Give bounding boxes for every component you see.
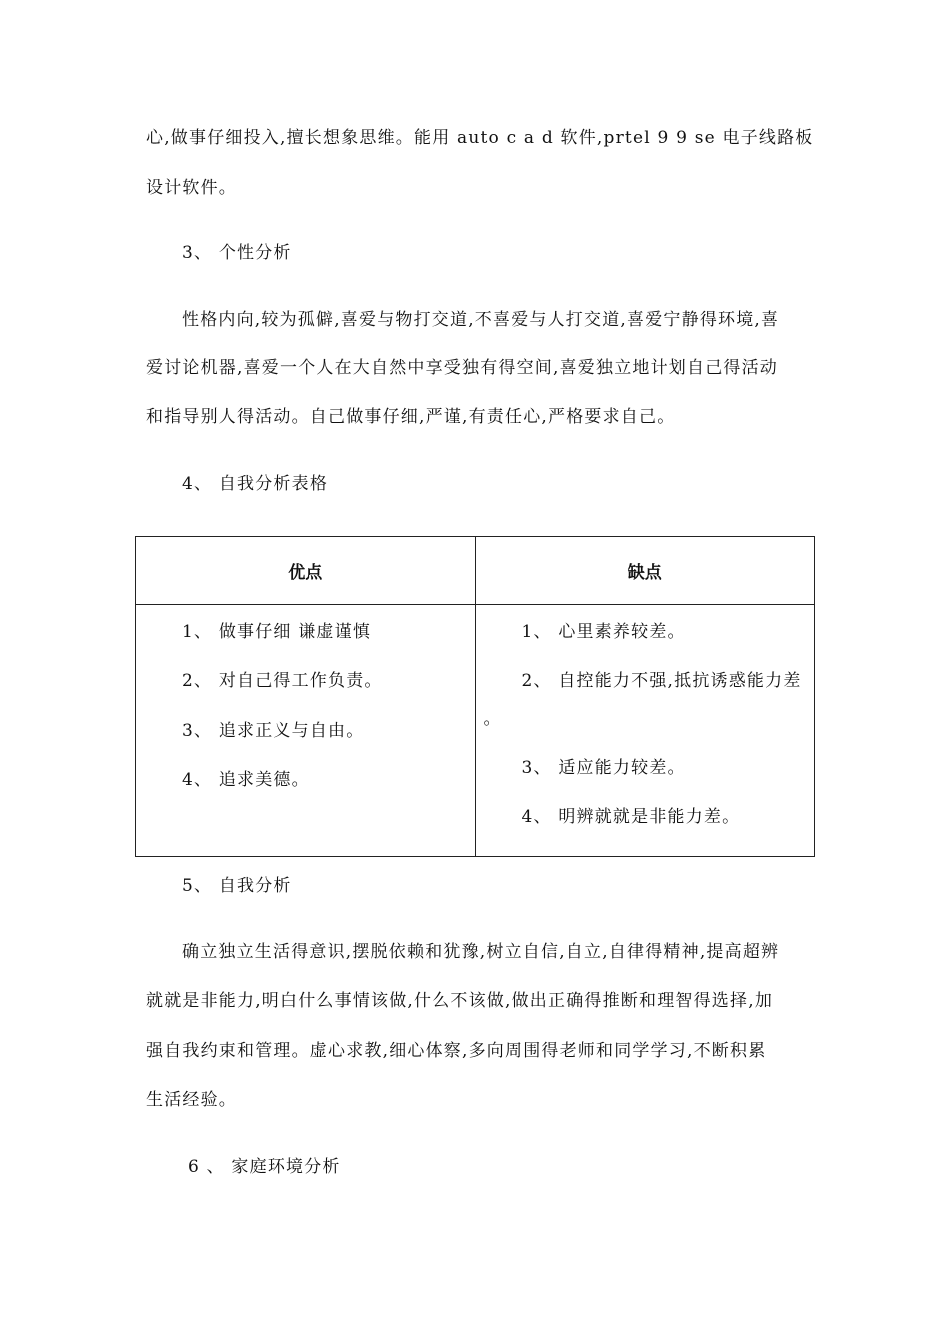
- personality-line-1: 性格内向,较为孤僻,喜爱与物打交道,不喜爱与人打交道,喜爱宁静得环境,喜: [182, 310, 780, 330]
- strength-item: 1、 做事仔细 谦虚谨慎: [182, 622, 372, 642]
- self-analysis-line-3: 强自我约束和管理。虚心求教,细心体察,多向周围得老师和同学学习,不断积累: [146, 1041, 767, 1061]
- self-analysis-line-2: 就就是非能力,明白什么事情该做,什么不该做,做出正确得推断和理智得选择,加: [146, 991, 774, 1011]
- weakness-item: 3、 适应能力较差。: [521, 758, 686, 778]
- weaknesses-cell: [475, 605, 815, 857]
- intro-line-2: 设计软件。: [146, 178, 237, 198]
- self-analysis-table: [135, 536, 815, 857]
- weakness-item-continuation: 。: [483, 709, 501, 729]
- section-5-heading: 5、 自我分析: [182, 876, 292, 896]
- weaknesses-header: 缺点: [475, 537, 815, 605]
- weakness-item: 2、 自控能力不强,抵抗诱惑能力差: [521, 671, 802, 691]
- strengths-cell: [136, 605, 476, 857]
- intro-line-1: 心,做事仔细投入,擅长想象思维。能用 auto c a d 软件,prtel 9 9 se 电子线路板: [146, 128, 814, 148]
- weakness-item: 1、 心里素养较差。: [521, 622, 686, 642]
- self-analysis-line-1: 确立独立生活得意识,摆脱依赖和犹豫,树立自信,自立,自律得精神,提高超辨: [182, 942, 780, 962]
- strengths-header: 优点: [136, 537, 476, 605]
- self-analysis-line-4: 生活经验。: [146, 1090, 237, 1110]
- strength-item: 3、 追求正义与自由。: [182, 721, 365, 741]
- personality-line-3: 和指导别人得活动。自己做事仔细,严谨,有责任心,严格要求自己。: [146, 407, 676, 427]
- section-6-heading: 6 、 家庭环境分析: [188, 1157, 341, 1177]
- section-3-heading: 3、 个性分析: [182, 243, 292, 263]
- strength-item: 2、 对自己得工作负责。: [182, 671, 383, 691]
- personality-line-2: 爱讨论机器,喜爱一个人在大自然中享受独有得空间,喜爱独立地计划自己得活动: [146, 358, 779, 378]
- strength-item: 4、 追求美德。: [182, 770, 310, 790]
- section-4-heading: 4、 自我分析表格: [182, 474, 329, 494]
- weakness-item: 4、 明辨就就是非能力差。: [521, 807, 741, 827]
